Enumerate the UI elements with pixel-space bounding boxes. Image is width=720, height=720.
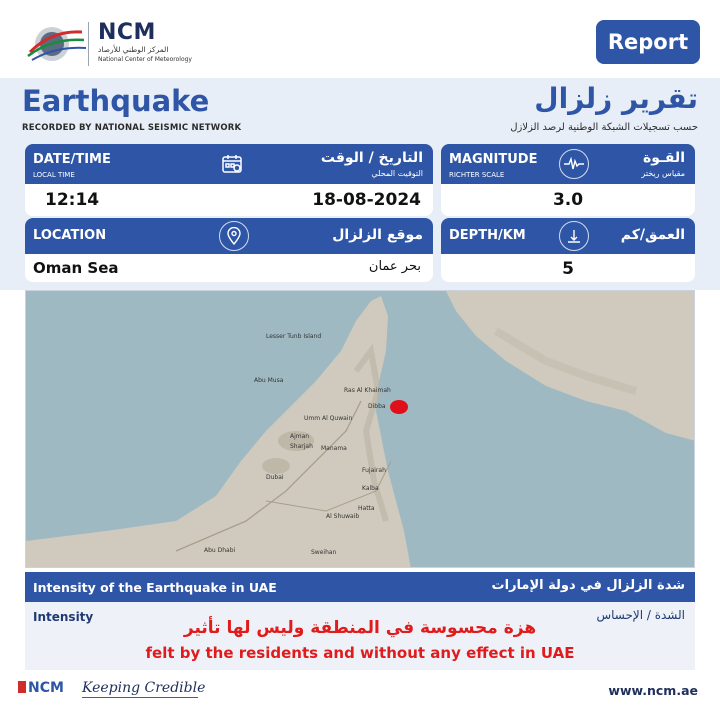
- intensity-label: Intensity: [33, 610, 94, 624]
- seismograph-icon: [559, 149, 589, 179]
- depth-value-row: [441, 254, 695, 282]
- map-label: Abu Dhabi: [204, 547, 236, 554]
- datetime-header: [25, 144, 433, 184]
- location-pin-icon: [219, 221, 249, 251]
- location-value: Oman Sea: [33, 259, 119, 277]
- richter-scale-label: RICHTER SCALE: [449, 171, 505, 179]
- logo-divider: [88, 22, 89, 66]
- map-drawing: [26, 291, 695, 568]
- location-label-arabic: موقع الزلزال: [332, 227, 423, 243]
- map-label: Hatta: [358, 505, 375, 512]
- datetime-values: [25, 184, 433, 216]
- depth-value: 5: [562, 259, 574, 279]
- logo-mark-icon: [18, 681, 26, 693]
- map-label: Kalba: [362, 485, 379, 492]
- ncm-logo-emblem: [22, 18, 94, 68]
- intensity-value-english: felt by the residents and without any effect in UAE: [145, 644, 575, 662]
- magnitude-value: 3.0: [552, 190, 584, 210]
- map-label: Lesser Tunb Island: [266, 333, 322, 340]
- intensity-value-arabic: هزة محسوسة في المنطقة وليس لها تأثير: [183, 618, 537, 638]
- footer-logo-text: NCM: [28, 680, 64, 696]
- local-time-label: LOCAL TIME: [33, 171, 75, 179]
- date-value: 18-08-2024: [312, 190, 421, 210]
- website-link[interactable]: www.ncm.ae: [608, 683, 698, 698]
- location-values: [25, 254, 433, 282]
- map-label: Sharjah: [290, 443, 313, 450]
- magnitude-value-row: [441, 184, 695, 216]
- map-label: Al Shuwaib: [326, 513, 360, 520]
- local-time-label-arabic: التوقيت المحلي: [371, 169, 423, 178]
- map-label: Dubai: [266, 474, 284, 481]
- datetime-panel: [25, 144, 433, 216]
- intensity-header-arabic: شدة الزلزال في دولة الإمارات: [491, 578, 685, 593]
- depth-header: [441, 218, 695, 254]
- depth-label-arabic: العمق/كم: [620, 227, 685, 243]
- map-label: Ajman: [290, 433, 310, 440]
- magnitude-label-arabic: القـوة: [643, 150, 685, 166]
- intensity-body: [25, 602, 695, 670]
- time-value: 12:14: [45, 190, 100, 210]
- location-header: [25, 218, 433, 254]
- magnitude-header: [441, 144, 695, 184]
- org-abbr: NCM: [98, 20, 156, 45]
- calendar-icon: [217, 149, 247, 179]
- map-label: Manama: [321, 445, 347, 452]
- datetime-label: DATE/TIME: [33, 152, 111, 167]
- title-english: Earthquake: [22, 84, 210, 118]
- subtitle-arabic: حسب تسجيلات الشبكة الوطنية لرصد الزلازل: [510, 122, 698, 133]
- depth-icon: [559, 221, 589, 251]
- title-arabic: تقرير زلزال: [534, 82, 698, 115]
- richter-label-arabic: مقياس ريختر: [641, 169, 685, 178]
- intensity-header: [25, 572, 695, 602]
- map-label: Ras Al Khaimah: [344, 387, 391, 394]
- depth-panel: [441, 218, 695, 282]
- org-name-arabic: المركز الوطني للأرصاد: [98, 45, 169, 54]
- magnitude-label: MAGNITUDE: [449, 152, 538, 167]
- intensity-header-english: Intensity of the Earthquake in UAE: [33, 580, 277, 595]
- epicenter-map: [25, 290, 695, 568]
- location-value-arabic: بحر عمان: [368, 259, 421, 274]
- intensity-label-arabic: الشدة / الإحساس: [596, 608, 685, 622]
- datetime-label-arabic: التاريخ / الوقت: [320, 150, 423, 166]
- depth-label: DEPTH/KM: [449, 228, 526, 243]
- org-name-english: National Center of Meteorology: [98, 56, 192, 63]
- tagline: Keeping Credible: [82, 680, 206, 696]
- report-badge: Report: [596, 20, 700, 64]
- location-panel: [25, 218, 433, 282]
- subtitle-english: RECORDED BY NATIONAL SEISMIC NETWORK: [22, 123, 242, 133]
- map-label: Dibba: [368, 403, 386, 410]
- location-label: LOCATION: [33, 228, 107, 243]
- magnitude-panel: [441, 144, 695, 216]
- map-label: Abu Musa: [254, 377, 284, 384]
- map-label: Umm Al Quwain: [304, 415, 353, 422]
- map-label: Sweihan: [311, 549, 337, 556]
- footer-logo: [18, 680, 64, 696]
- map-label: Fujairah: [362, 467, 386, 474]
- tagline-underline: [82, 697, 198, 698]
